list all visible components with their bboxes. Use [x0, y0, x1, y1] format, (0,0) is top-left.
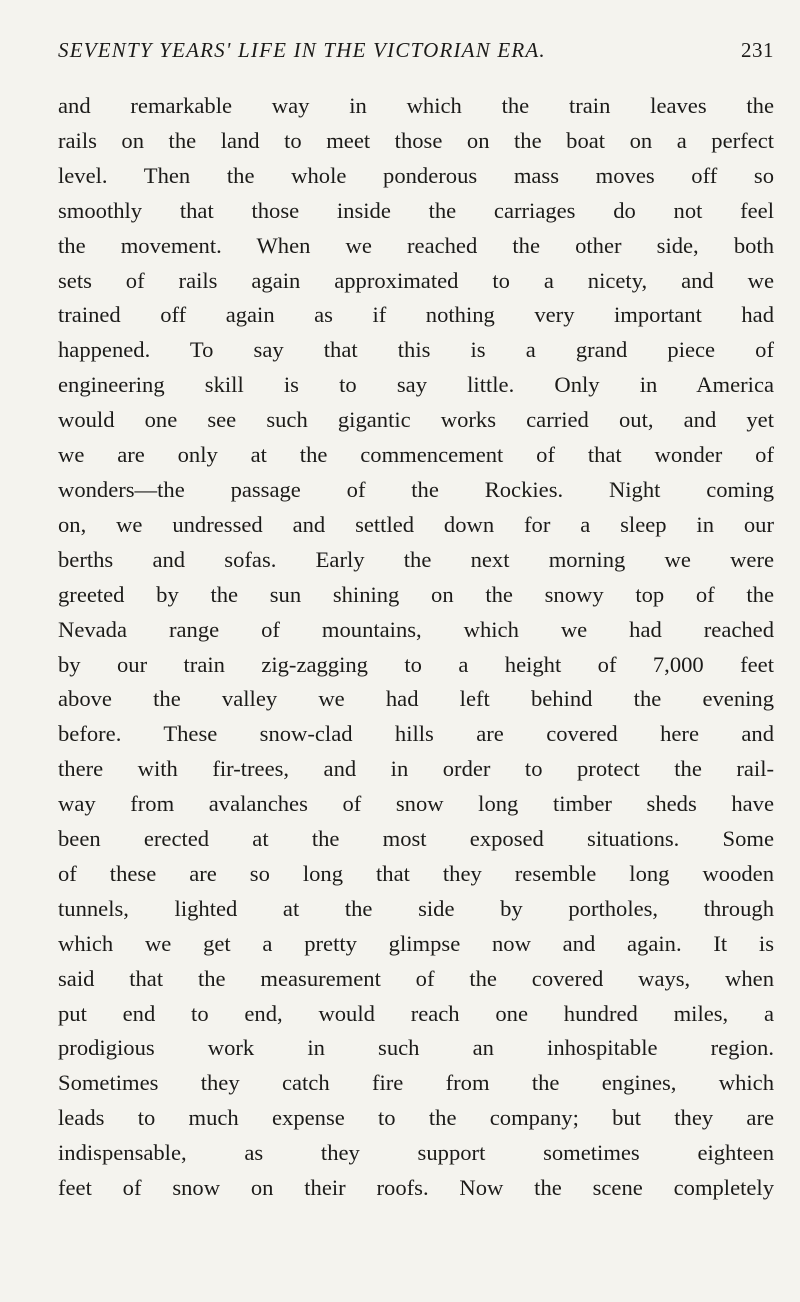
page-number: 231 [741, 38, 774, 62]
text-line: above the valley we had left behind the evening [58, 686, 774, 712]
text-line: engineering skill is to say little. Only in America [58, 372, 774, 398]
text-line: there with fir-trees, and in order to protect the rail- [58, 756, 774, 782]
text-line: tunnels, lighted at the side by portholes, through [58, 895, 774, 921]
text-line: sets of rails again approximated to a nicety, and we [58, 267, 774, 293]
text-line: of these are so long that they resemble long wooden [58, 860, 774, 886]
text-line: before. These snow-clad hills are covered here and [58, 721, 774, 747]
text-line: indispensable, as they support sometimes eighteen [58, 1140, 774, 1166]
text-line: said that the measurement of the covered ways, when [58, 965, 774, 991]
text-line: berths and sofas. Early the next morning we were [58, 546, 774, 572]
text-line: the movement. When we reached the other side, both [58, 232, 774, 258]
text-line: level. Then the whole ponderous mass moves off so [58, 162, 774, 188]
text-line: happened. To say that this is a grand piece of [58, 337, 774, 363]
text-line: trained off again as if nothing very important had [58, 302, 774, 328]
text-line: leads to much expense to the company; but they are [58, 1105, 774, 1131]
running-head [58, 38, 774, 68]
text-line: by our train zig-zagging to a height of 7,000 feet [58, 651, 774, 677]
running-title: SEVENTY YEARS' LIFE IN THE VICTORIAN ERA. [58, 38, 546, 62]
text-line: Nevada range of mountains, which we had reached [58, 616, 774, 642]
text-line: way from avalanches of snow long timber sheds have [58, 791, 774, 817]
text-line: been erected at the most exposed situations. Some [58, 826, 774, 852]
text-line: smoothly that those inside the carriages do not feel [58, 197, 774, 223]
text-line: wonders—the passage of the Rockies. Night coming [58, 476, 774, 502]
text-line: rails on the land to meet those on the boat on a perfect [58, 127, 774, 153]
text-line: we are only at the commencement of that wonder of [58, 442, 774, 468]
text-line: on, we undressed and settled down for a sleep in our [58, 511, 774, 537]
text-line: which we get a pretty glimpse now and again. It is [58, 930, 774, 956]
text-line: prodigious work in such an inhospitable region. [58, 1035, 774, 1061]
text-line: greeted by the sun shining on the snowy top of the [58, 581, 774, 607]
text-line: and remarkable way in which the train leaves the [58, 93, 774, 118]
text-line: Sometimes they catch fire from the engines, which [58, 1070, 774, 1096]
body-text [58, 89, 774, 1206]
text-line: put end to end, would reach one hundred miles, a [58, 1000, 774, 1026]
text-line: would one see such gigantic works carried out, and yet [58, 407, 774, 433]
text-line: feet of snow on their roofs. Now the scene completely [58, 1175, 774, 1201]
